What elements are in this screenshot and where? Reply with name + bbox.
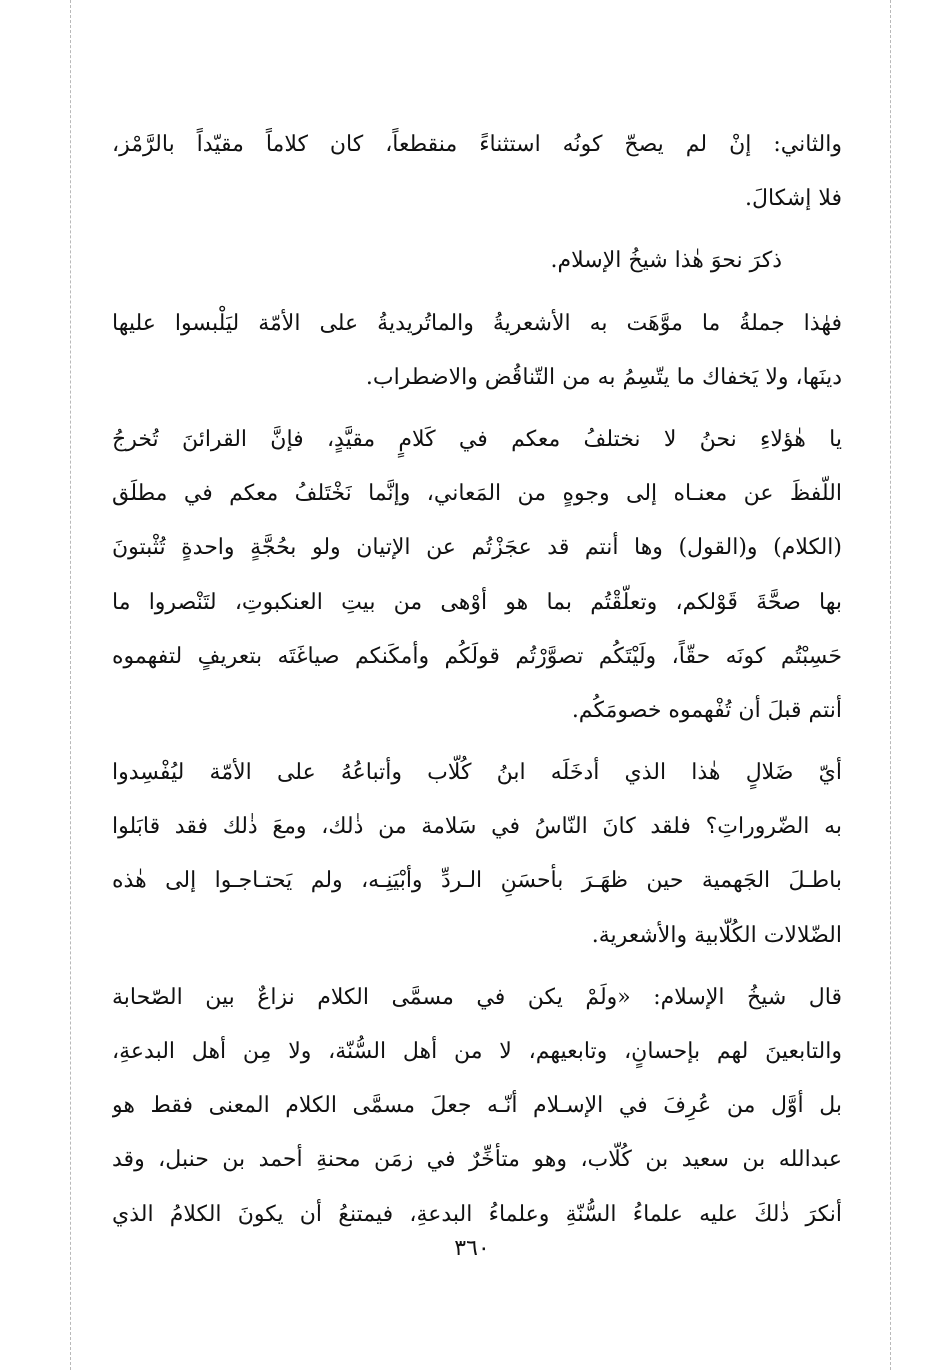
text-line: قال شيخُ الإسلام: «ولَمْ يكن في مسمَّى الكلام نزاعٌ بين الصّحابة (112, 984, 842, 1010)
text-line: فهٰذا جملةُ ما موَّهَت به الأشعريةُ والماتُريديةُ على الأمّة ليَلْبسوا عليها (112, 310, 842, 336)
paragraph-3 (112, 297, 842, 405)
page-body (112, 118, 842, 1242)
right-margin-guide (890, 0, 891, 1370)
text-line: أنتم قبلَ أن تُفْهموه خصومَكُم. (571, 697, 842, 723)
paragraph-6 (112, 971, 842, 1242)
text-line: الضّلالات الكُلّابية والأشعرية. (591, 922, 842, 948)
text-line: اللّفظَ عن معنـاه إلى وجوهٍ من المَعاني، وإنَّما نَخْتَلفُ معكم في مطلَق (112, 481, 842, 507)
paragraph-4 (112, 413, 842, 738)
text-line: دينَها، ولا يَخفاك ما يتّسِمُ به من التّناقُض والاضطراب. (365, 364, 842, 390)
text-line: أنكرَ ذٰلكَ عليه علماءُ السُّنّةِ وعلماءُ البدعةِ، فيمتنعُ أن يكونَ الكلامُ الذي (112, 1201, 842, 1227)
text-line: والتابعينَ لهم بإحسانٍ، وتابعيهم، لا من أهل السُّنّة، ولا مِن أهل البدعةِ، (112, 1039, 842, 1064)
text-line: باطـلَ الجَهمية حين ظهَـرَ بأحسَنِ الـردِّ وأبْيَنِـه، ولم يَحتـاجـوا إلى هٰذه (112, 868, 842, 894)
text-line: فلا إشكالَ. (744, 186, 842, 212)
text-line: والثاني: إنْ لم يصحّ كونُه استثناءً منقطعاً، كان كلاماً مقيّداً بالرَّمْز، (112, 132, 842, 157)
text-line: عبدالله بن سعيد بن كُلّاب، وهو متأخِّرٌ في زمَن محنةِ أحمد بن حنبل، وقد (112, 1147, 842, 1173)
paragraph-1 (112, 118, 842, 226)
text-line: بها صحَّةَ قَوْلكم، وتعلّقْتُم بما هو أوْهى من بيتِ العنكبوتِ، لتَنْصروا ما (112, 589, 842, 615)
text-line: (الكلام) و(القول) وها أنتم قد عجَزْتُم عن الإتيان ولو بحُجَّةٍ واحدةٍ تُثْبتونَ (112, 535, 842, 561)
left-margin-guide (70, 0, 71, 1370)
text-line: أيّ ضَلالٍ هٰذا الذي أدخَلَه ابنُ كُلّاب وأتباعُهُ على الأمّة ليُفْسِدوا (112, 760, 842, 786)
text-line: ذكرَ نحوَ هٰذا شيخُ الإسلام. (550, 248, 782, 274)
text-line: يا هٰؤلاءِ نحنُ لا نختلفُ معكم في كَلامٍ مقيَّدٍ، فإنَّ القرائنَ تُخرجُ (112, 426, 842, 452)
paragraph-2 (112, 234, 842, 288)
page-number: ٣٦٠ (454, 1236, 490, 1261)
text-line: حَسِبْتُم كونَه حقّاً، ولَيْتَكُم تصوَّرْتُم قولَكُم وأمكَنكم صياغَتَه بتعريفٍ لتفهموه (112, 643, 842, 669)
paragraph-5 (112, 746, 842, 963)
text-line: به الضّروراتِ؟ فلقد كانَ النّاسُ في سَلامة من ذٰلك، ومعَ ذٰلك فقد قابَلوا (112, 814, 842, 840)
text-line: بل أوَّل من عُرِفَ في الإسـلام أنّـه جعلَ مسمَّى الكلام المعنى فقط هو (112, 1093, 842, 1119)
